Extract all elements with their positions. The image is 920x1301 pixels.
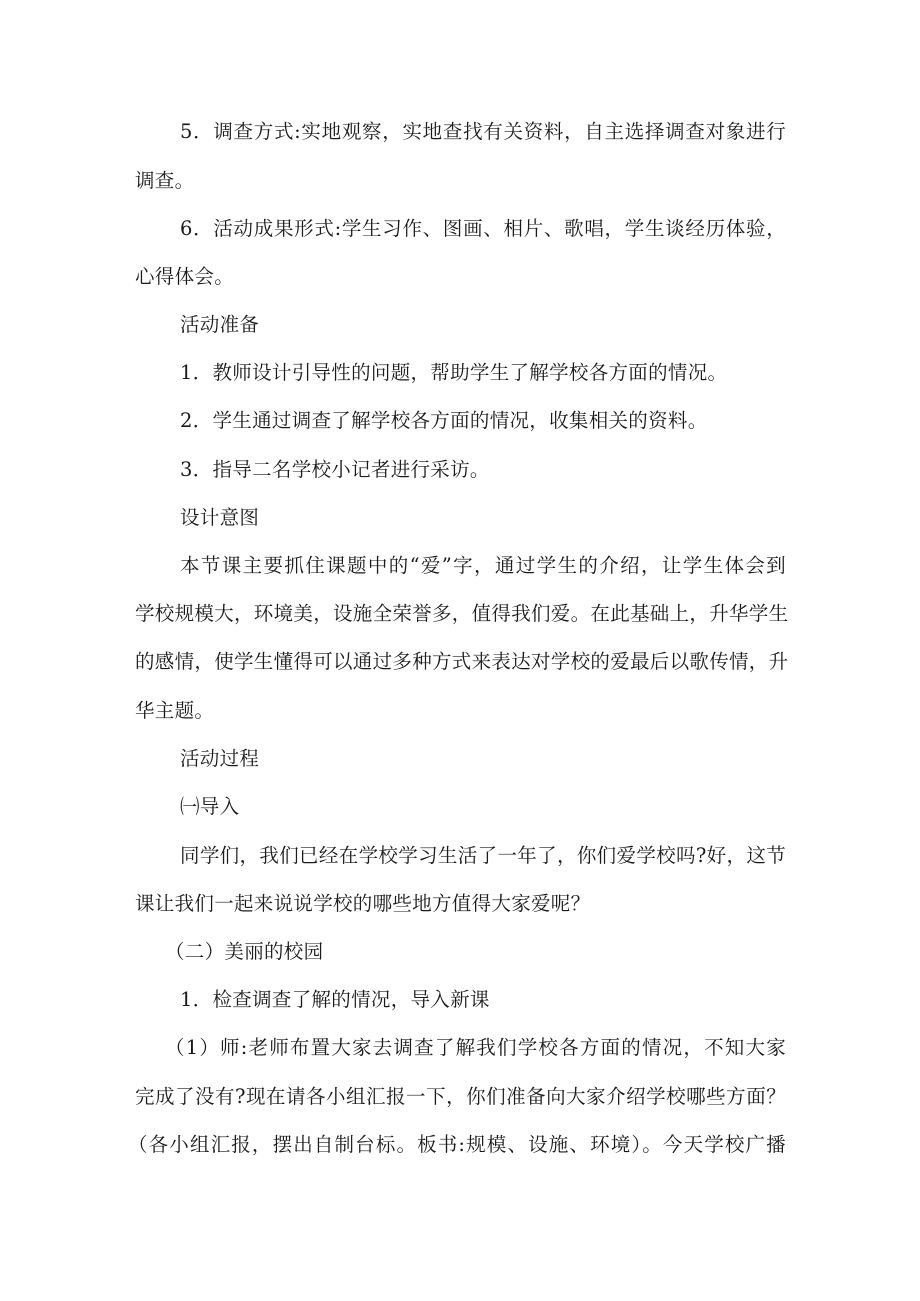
section-heading-activity-prep: 活动准备 [180,313,260,336]
section-heading-activity-process: 活动过程 [180,747,260,770]
text-line-17: 课让我们一起来说说学校的哪些地方值得大家爱呢？ [135,892,591,915]
text-line-11: 学校规模大，环境美，设施全荣誉多，值得我们爱。在此基础上，升华学生 [135,602,789,625]
text-line-8: 3．指导二名学校小记者进行采访。 [180,458,490,481]
text-line-19: 1．检查调查了解的情况，导入新课 [180,988,490,1011]
text-line-1: 5．调查方式:实地观察，实地查找有关资料，自主选择调查对象进行 [180,120,786,143]
text-line-20: （1）师:老师布置大家去调查了解我们学校各方面的情况，不知大家 [165,1036,786,1059]
text-line-3: 6．活动成果形式:学生习作、图画、相片、歌唱，学生谈经历体验， [180,217,786,240]
text-line-22: （各小组汇报，摆出自制台标。板书:规模、设施、环境）。今天学校广播 [128,1133,786,1156]
text-line-2: 调查。 [135,169,195,192]
text-line-12: 的感情，使学生懂得可以通过多种方式来表达对学校的爱最后以歌传情，升 [135,650,789,673]
subheading-intro: ㈠导入 [180,795,240,818]
text-line-10: 本节课主要抓住课题中的“爱”字，通过学生的介绍，让学生体会到 [180,554,786,577]
section-heading-design-intent: 设计意图 [180,506,260,529]
subheading-beautiful-campus: （二）美丽的校园 [165,940,324,963]
text-line-6: 1．教师设计引导性的问题，帮助学生了解学校各方面的情况。 [180,361,728,384]
text-line-7: 2．学生通过调查了解学校各方面的情况，收集相关的资料。 [180,409,708,432]
text-line-13: 华主题。 [135,699,215,722]
text-line-4: 心得体会。 [135,265,235,288]
text-line-21: 完成了没有?现在请各小组汇报一下，你们准备向大家介绍学校哪些方面？ [135,1085,786,1108]
text-line-16: 同学们，我们已经在学校学习生活了一年了，你们爱学校吗?好，这节 [180,844,786,867]
